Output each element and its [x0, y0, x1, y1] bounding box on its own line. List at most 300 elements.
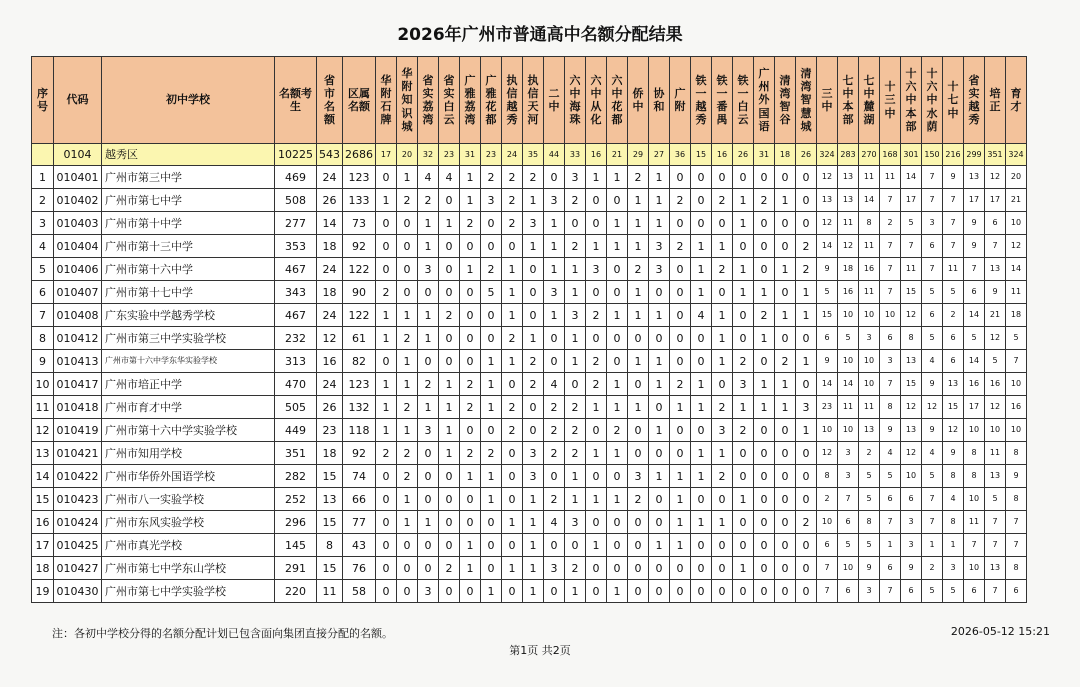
row-target-value: 1 [691, 258, 712, 281]
district-target-value: 23 [439, 144, 460, 166]
row-target-value: 1 [397, 350, 418, 373]
row-target-value: 9 [880, 419, 901, 442]
row-target-value: 1 [523, 580, 544, 603]
row-target-value: 0 [775, 511, 796, 534]
row-target-value: 0 [397, 212, 418, 235]
row-target-value: 10 [985, 419, 1006, 442]
row-district-quota: 82 [343, 350, 376, 373]
table-row [32, 281, 1027, 304]
row-target-value: 1 [502, 281, 523, 304]
row-target-value: 5 [985, 350, 1006, 373]
row-target-value: 1 [523, 189, 544, 212]
district-target-value: 20 [397, 144, 418, 166]
header-target-school: 省实荔湾 [418, 57, 439, 144]
row-code: 010430 [54, 580, 102, 603]
table-row [32, 212, 1027, 235]
row-target-value: 10 [1006, 373, 1027, 396]
row-target-value: 8 [964, 465, 985, 488]
row-target-value: 0 [397, 557, 418, 580]
row-students: 296 [275, 511, 317, 534]
row-target-value: 3 [838, 442, 859, 465]
row-target-value: 3 [838, 465, 859, 488]
row-target-value: 11 [901, 258, 922, 281]
row-school: 广州市第七中学实验学校 [102, 580, 275, 603]
row-city-quota: 24 [317, 258, 343, 281]
row-target-value: 1 [691, 281, 712, 304]
row-target-value: 0 [544, 580, 565, 603]
row-target-value: 7 [817, 580, 838, 603]
row-target-value: 1 [397, 304, 418, 327]
row-target-value: 4 [439, 166, 460, 189]
row-target-value: 0 [439, 465, 460, 488]
row-target-value: 12 [1006, 235, 1027, 258]
row-target-value: 0 [544, 350, 565, 373]
row-target-value: 0 [628, 327, 649, 350]
row-target-value: 0 [670, 166, 691, 189]
row-target-value: 0 [649, 580, 670, 603]
row-target-value: 13 [985, 557, 1006, 580]
table-row [32, 557, 1027, 580]
row-target-value: 5 [1006, 327, 1027, 350]
row-target-value: 1 [418, 235, 439, 258]
row-target-value: 0 [775, 465, 796, 488]
row-target-value: 2 [439, 557, 460, 580]
row-seq: 18 [32, 557, 54, 580]
row-target-value: 1 [733, 281, 754, 304]
header-target-school: 六中花都 [607, 57, 628, 144]
row-target-value: 2 [523, 166, 544, 189]
row-target-value: 0 [607, 465, 628, 488]
row-target-value: 0 [544, 534, 565, 557]
row-target-value: 13 [964, 166, 985, 189]
row-target-value: 0 [775, 212, 796, 235]
row-target-value: 10 [964, 557, 985, 580]
district-target-value: 351 [985, 144, 1006, 166]
row-target-value: 1 [544, 304, 565, 327]
row-target-value: 1 [649, 534, 670, 557]
row-target-value: 0 [502, 465, 523, 488]
row-target-value: 1 [586, 488, 607, 511]
row-target-value: 9 [964, 212, 985, 235]
row-target-value: 2 [460, 212, 481, 235]
row-code: 010427 [54, 557, 102, 580]
header-target-school: 清湾智谷 [775, 57, 796, 144]
row-target-value: 2 [565, 235, 586, 258]
row-target-value: 0 [481, 557, 502, 580]
row-target-value: 1 [649, 465, 670, 488]
row-target-value: 13 [838, 166, 859, 189]
row-seq: 12 [32, 419, 54, 442]
row-target-value: 0 [439, 281, 460, 304]
row-target-value: 1 [544, 212, 565, 235]
row-target-value: 0 [544, 327, 565, 350]
row-target-value: 7 [838, 488, 859, 511]
district-target-value: 26 [796, 144, 817, 166]
row-target-value: 0 [775, 488, 796, 511]
row-target-value: 2 [502, 327, 523, 350]
row-target-value: 7 [922, 258, 943, 281]
row-target-value: 0 [481, 534, 502, 557]
row-target-value: 1 [733, 488, 754, 511]
row-target-value: 1 [670, 488, 691, 511]
row-target-value: 1 [565, 281, 586, 304]
row-target-value: 0 [376, 235, 397, 258]
table-row [32, 350, 1027, 373]
row-code: 010412 [54, 327, 102, 350]
table-row [32, 373, 1027, 396]
row-target-value: 1 [712, 327, 733, 350]
district-target-value: 32 [418, 144, 439, 166]
row-target-value: 12 [985, 166, 1006, 189]
table-row [32, 189, 1027, 212]
row-school: 广州市第十六中学实验学校 [102, 419, 275, 442]
row-district-quota: 92 [343, 235, 376, 258]
row-target-value: 1 [754, 396, 775, 419]
row-target-value: 12 [901, 304, 922, 327]
row-target-value: 0 [523, 419, 544, 442]
row-target-value: 21 [985, 304, 1006, 327]
district-target-value: 27 [649, 144, 670, 166]
row-district-quota: 90 [343, 281, 376, 304]
page-title: 2026年广州市普通高中名额分配结果 [397, 25, 683, 45]
row-target-value: 1 [502, 258, 523, 281]
row-target-value: 2 [502, 212, 523, 235]
header-target-school: 广雅荔湾 [460, 57, 481, 144]
footnote: 注：各初中学校分得的名额分配计划已包含面向集团直接分配的名额。 [52, 627, 393, 640]
table-row [32, 166, 1027, 189]
row-target-value: 1 [376, 189, 397, 212]
row-target-value: 9 [817, 258, 838, 281]
row-target-value: 2 [397, 396, 418, 419]
row-target-value: 2 [397, 465, 418, 488]
row-city-quota: 26 [317, 189, 343, 212]
row-school: 广州市培正中学 [102, 373, 275, 396]
row-target-value: 0 [502, 235, 523, 258]
row-target-value: 1 [502, 557, 523, 580]
header-target-school: 华附知识城 [397, 57, 418, 144]
row-target-value: 7 [922, 488, 943, 511]
row-target-value: 8 [1006, 557, 1027, 580]
row-students: 220 [275, 580, 317, 603]
row-target-value: 2 [544, 442, 565, 465]
row-target-value: 2 [796, 235, 817, 258]
row-target-value: 1 [481, 373, 502, 396]
district-target-value: 33 [565, 144, 586, 166]
row-target-value: 9 [922, 419, 943, 442]
table-row [32, 465, 1027, 488]
quota-table [31, 56, 1027, 603]
row-target-value: 7 [964, 534, 985, 557]
row-target-value: 10 [859, 373, 880, 396]
row-target-value: 12 [901, 442, 922, 465]
row-target-value: 3 [880, 350, 901, 373]
row-target-value: 1 [607, 396, 628, 419]
row-target-value: 3 [544, 557, 565, 580]
district-target-value: 26 [733, 144, 754, 166]
row-target-value: 1 [397, 419, 418, 442]
row-target-value: 1 [607, 580, 628, 603]
row-city-quota: 15 [317, 557, 343, 580]
header-students: 名额考生 [275, 57, 317, 144]
row-city-quota: 16 [317, 350, 343, 373]
row-target-value: 0 [607, 189, 628, 212]
row-target-value: 2 [922, 557, 943, 580]
row-district-quota: 118 [343, 419, 376, 442]
row-target-value: 1 [607, 304, 628, 327]
district-target-value: 15 [691, 144, 712, 166]
row-target-value: 0 [691, 212, 712, 235]
row-target-value: 0 [649, 396, 670, 419]
row-district-quota: 77 [343, 511, 376, 534]
row-target-value: 0 [712, 488, 733, 511]
row-target-value: 0 [439, 511, 460, 534]
row-target-value: 2 [502, 396, 523, 419]
row-target-value: 1 [628, 281, 649, 304]
row-seq: 13 [32, 442, 54, 465]
row-target-value: 5 [880, 465, 901, 488]
row-target-value: 1 [733, 557, 754, 580]
district-target-value: 18 [775, 144, 796, 166]
row-target-value: 0 [502, 488, 523, 511]
row-target-value: 0 [607, 350, 628, 373]
row-target-value: 1 [712, 350, 733, 373]
row-target-value: 2 [523, 350, 544, 373]
header-target-school: 广雅花都 [481, 57, 502, 144]
row-target-value: 0 [376, 166, 397, 189]
row-target-value: 0 [691, 350, 712, 373]
row-target-value: 0 [670, 304, 691, 327]
row-target-value: 1 [691, 373, 712, 396]
row-target-value: 0 [649, 557, 670, 580]
row-target-value: 7 [1006, 511, 1027, 534]
row-target-value: 0 [628, 580, 649, 603]
row-target-value: 4 [943, 488, 964, 511]
row-students: 313 [275, 350, 317, 373]
row-target-value: 1 [460, 557, 481, 580]
row-students: 449 [275, 419, 317, 442]
row-target-value: 12 [817, 212, 838, 235]
row-school: 广州市八一实验学校 [102, 488, 275, 511]
row-target-value: 3 [565, 511, 586, 534]
row-target-value: 3 [523, 212, 544, 235]
row-target-value: 16 [859, 258, 880, 281]
row-target-value: 11 [838, 212, 859, 235]
row-target-value: 1 [418, 511, 439, 534]
row-target-value: 11 [859, 281, 880, 304]
district-target-value: 16 [586, 144, 607, 166]
row-target-value: 6 [922, 304, 943, 327]
row-target-value: 4 [922, 350, 943, 373]
row-target-value: 0 [649, 511, 670, 534]
row-target-value: 3 [796, 396, 817, 419]
header-target-school: 育才 [1006, 57, 1027, 144]
row-code: 010403 [54, 212, 102, 235]
row-city-quota: 14 [317, 212, 343, 235]
row-target-value: 0 [670, 442, 691, 465]
row-target-value: 0 [586, 212, 607, 235]
row-target-value: 0 [481, 511, 502, 534]
row-target-value: 12 [943, 419, 964, 442]
header-school: 初中学校 [102, 57, 275, 144]
row-target-value: 1 [397, 511, 418, 534]
row-target-value: 0 [754, 166, 775, 189]
row-target-value: 1 [607, 166, 628, 189]
row-target-value: 7 [985, 511, 1006, 534]
row-target-value: 7 [880, 511, 901, 534]
row-target-value: 2 [418, 373, 439, 396]
row-target-value: 5 [922, 580, 943, 603]
row-city-quota: 18 [317, 235, 343, 258]
row-target-value: 0 [691, 419, 712, 442]
row-target-value: 0 [733, 580, 754, 603]
row-city-quota: 11 [317, 580, 343, 603]
district-target-value: 301 [901, 144, 922, 166]
row-target-value: 1 [460, 258, 481, 281]
row-seq: 14 [32, 465, 54, 488]
row-target-value: 2 [607, 419, 628, 442]
row-seq: 9 [32, 350, 54, 373]
row-target-value: 0 [733, 235, 754, 258]
header-target-school: 七中麓湖 [859, 57, 880, 144]
row-target-value: 5 [922, 465, 943, 488]
row-target-value: 0 [754, 212, 775, 235]
row-target-value: 2 [418, 189, 439, 212]
row-target-value: 0 [502, 442, 523, 465]
row-target-value: 1 [523, 534, 544, 557]
row-target-value: 0 [502, 534, 523, 557]
row-target-value: 10 [880, 304, 901, 327]
row-target-value: 0 [523, 304, 544, 327]
row-target-value: 1 [439, 373, 460, 396]
row-target-value: 3 [544, 281, 565, 304]
header-target-school: 三中 [817, 57, 838, 144]
row-target-value: 5 [964, 327, 985, 350]
row-target-value: 1 [460, 534, 481, 557]
district-target-value: 21 [607, 144, 628, 166]
row-target-value: 8 [859, 511, 880, 534]
row-target-value: 14 [859, 189, 880, 212]
row-target-value: 0 [628, 557, 649, 580]
row-target-value: 0 [439, 350, 460, 373]
row-target-value: 0 [691, 488, 712, 511]
row-students: 467 [275, 304, 317, 327]
row-target-value: 1 [691, 465, 712, 488]
row-students: 353 [275, 235, 317, 258]
row-target-value: 0 [733, 511, 754, 534]
row-target-value: 13 [943, 373, 964, 396]
row-target-value: 9 [859, 557, 880, 580]
row-code: 010401 [54, 166, 102, 189]
row-target-value: 0 [418, 488, 439, 511]
header-target-school: 十七中 [943, 57, 964, 144]
row-target-value: 0 [796, 580, 817, 603]
row-target-value: 10 [817, 419, 838, 442]
district-target-value: 150 [922, 144, 943, 166]
row-target-value: 2 [754, 189, 775, 212]
row-target-value: 0 [649, 442, 670, 465]
row-target-value: 7 [985, 534, 1006, 557]
row-target-value: 16 [838, 281, 859, 304]
row-students: 232 [275, 327, 317, 350]
row-target-value: 7 [943, 235, 964, 258]
table-row [32, 511, 1027, 534]
row-target-value: 6 [922, 235, 943, 258]
row-target-value: 0 [775, 419, 796, 442]
row-target-value: 1 [649, 189, 670, 212]
row-target-value: 7 [880, 189, 901, 212]
row-target-value: 2 [712, 258, 733, 281]
row-target-value: 14 [817, 235, 838, 258]
row-target-value: 0 [649, 488, 670, 511]
row-target-value: 0 [649, 281, 670, 304]
row-target-value: 1 [607, 488, 628, 511]
row-target-value: 2 [628, 166, 649, 189]
row-target-value: 3 [649, 235, 670, 258]
row-target-value: 0 [376, 534, 397, 557]
row-target-value: 2 [502, 419, 523, 442]
row-seq: 3 [32, 212, 54, 235]
row-target-value: 0 [376, 580, 397, 603]
row-target-value: 1 [544, 258, 565, 281]
row-target-value: 0 [544, 166, 565, 189]
row-target-value: 2 [754, 304, 775, 327]
row-target-value: 0 [607, 511, 628, 534]
row-target-value: 1 [397, 166, 418, 189]
header-district-quota: 区属名额 [343, 57, 376, 144]
row-target-value: 0 [376, 488, 397, 511]
row-seq: 11 [32, 396, 54, 419]
row-district-quota: 133 [343, 189, 376, 212]
row-target-value: 4 [544, 373, 565, 396]
header-target-school: 十六中水荫 [922, 57, 943, 144]
row-city-quota: 24 [317, 166, 343, 189]
row-target-value: 7 [880, 258, 901, 281]
row-target-value: 11 [859, 235, 880, 258]
row-city-quota: 15 [317, 465, 343, 488]
row-target-value: 2 [565, 419, 586, 442]
row-target-value: 1 [586, 534, 607, 557]
row-target-value: 16 [985, 373, 1006, 396]
table-row [32, 258, 1027, 281]
row-target-value: 15 [901, 281, 922, 304]
row-target-value: 9 [964, 235, 985, 258]
row-target-value: 12 [985, 327, 1006, 350]
row-target-value: 7 [964, 258, 985, 281]
row-target-value: 15 [817, 304, 838, 327]
row-target-value: 1 [397, 373, 418, 396]
row-target-value: 0 [586, 557, 607, 580]
row-target-value: 10 [838, 350, 859, 373]
row-target-value: 1 [628, 235, 649, 258]
row-target-value: 3 [859, 580, 880, 603]
row-target-value: 10 [1006, 212, 1027, 235]
row-district-quota: 92 [343, 442, 376, 465]
row-target-value: 1 [523, 511, 544, 534]
row-target-value: 2 [523, 373, 544, 396]
row-target-value: 0 [796, 557, 817, 580]
row-target-value: 0 [775, 166, 796, 189]
row-target-value: 1 [607, 442, 628, 465]
row-target-value: 2 [565, 557, 586, 580]
row-target-value: 16 [964, 373, 985, 396]
row-target-value: 1 [565, 488, 586, 511]
row-target-value: 0 [712, 281, 733, 304]
row-target-value: 10 [859, 304, 880, 327]
district-target-value: 31 [460, 144, 481, 166]
district-target-value: 24 [502, 144, 523, 166]
row-target-value: 1 [796, 281, 817, 304]
header-target-school: 协和 [649, 57, 670, 144]
